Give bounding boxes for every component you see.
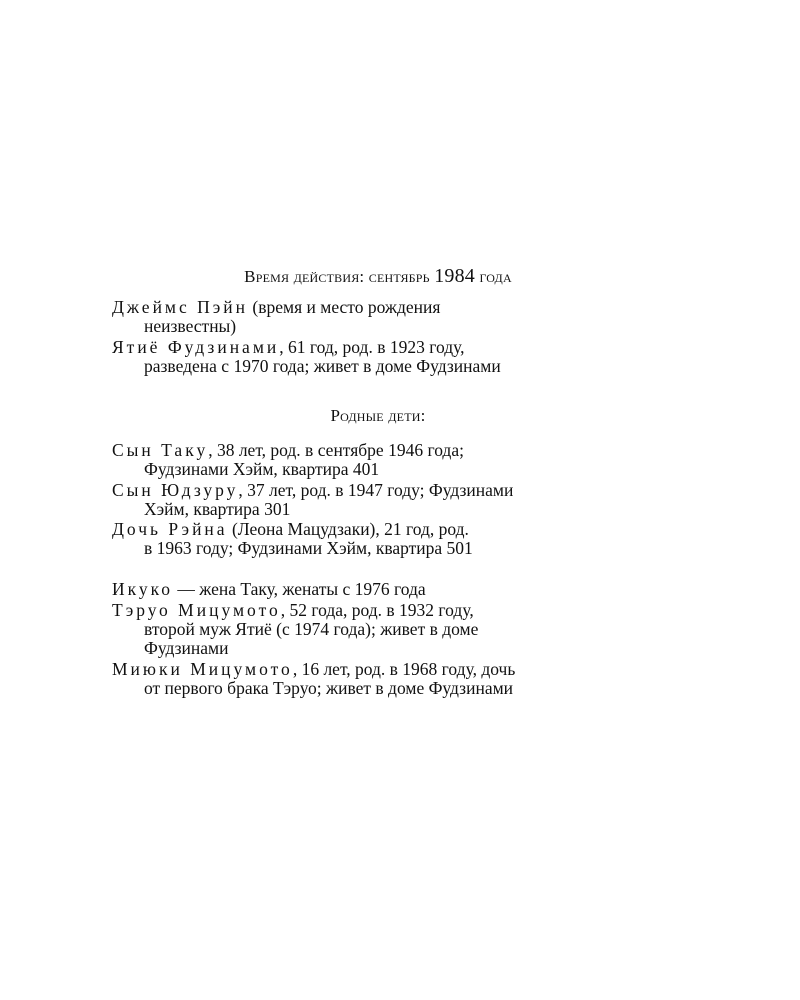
- character-name: Тэруо Мицумото: [112, 600, 281, 620]
- character-details: , 52 года, род. в 1932 году,: [280, 600, 474, 620]
- character-name: Икуко: [112, 579, 174, 599]
- character-entry-yatie-fujinami: [112, 338, 672, 376]
- character-details: (время и место рождения: [248, 297, 441, 317]
- character-entry-miyuki-mitsumoto: [112, 660, 672, 698]
- character-entry-teruo-mitsumoto: [112, 601, 672, 658]
- character-name: Дочь Рэйна: [112, 519, 228, 539]
- character-name: Сын Таку: [112, 440, 209, 460]
- character-details: , 38 лет, род. в сентябре 1946 года;: [208, 440, 464, 460]
- character-details-continued: разведена с 1970 года; живет в доме Фудзинами: [144, 356, 501, 376]
- time-heading-suffix: года: [479, 267, 512, 286]
- children-heading: Родные дети:: [330, 406, 426, 425]
- character-details-continued: второй муж Ятиё (с 1974 года); живет в доме: [144, 619, 479, 639]
- time-heading-year: 1984: [434, 265, 475, 287]
- character-details: , 61 год, род. в 1923 году,: [279, 337, 465, 357]
- character-name: Ятиё Фудзинами: [112, 337, 280, 357]
- character-entry-son-yuzuru: [112, 481, 672, 519]
- character-entry-ikuko: [112, 580, 672, 599]
- character-details-continued: в 1963 году; Фудзинами Хэйм, квартира 501: [144, 538, 473, 558]
- character-details-continued: от первого брака Тэруо; живет в доме Фудзинами: [144, 678, 514, 698]
- character-details: — жена Таку, женаты с 1976 года: [173, 579, 426, 599]
- character-entry-james-payne: [112, 298, 672, 336]
- character-name: Миюки Мицумото: [112, 659, 293, 679]
- time-of-action-heading: [0, 265, 756, 288]
- character-details: , 16 лет, род. в 1968 году, дочь: [292, 659, 516, 679]
- character-entry-daughter-reina: [112, 520, 672, 558]
- character-details-continued-2: Фудзинами: [144, 638, 229, 658]
- character-name: Джеймс Пэйн: [112, 297, 249, 317]
- character-name: Сын Юдзуру: [112, 480, 239, 500]
- character-details: (Леона Мацудзаки), 21 год, род.: [227, 519, 469, 539]
- character-details-continued: Хэйм, квартира 301: [144, 499, 291, 519]
- character-details-continued: Фудзинами Хэйм, квартира 401: [144, 459, 380, 479]
- character-details-continued: неизвестны): [144, 316, 237, 336]
- time-heading-prefix: Время действия: сентябрь: [244, 267, 430, 286]
- character-entry-son-taku: [112, 441, 672, 479]
- character-details: , 37 лет, род. в 1947 году; Фудзинами: [238, 480, 514, 500]
